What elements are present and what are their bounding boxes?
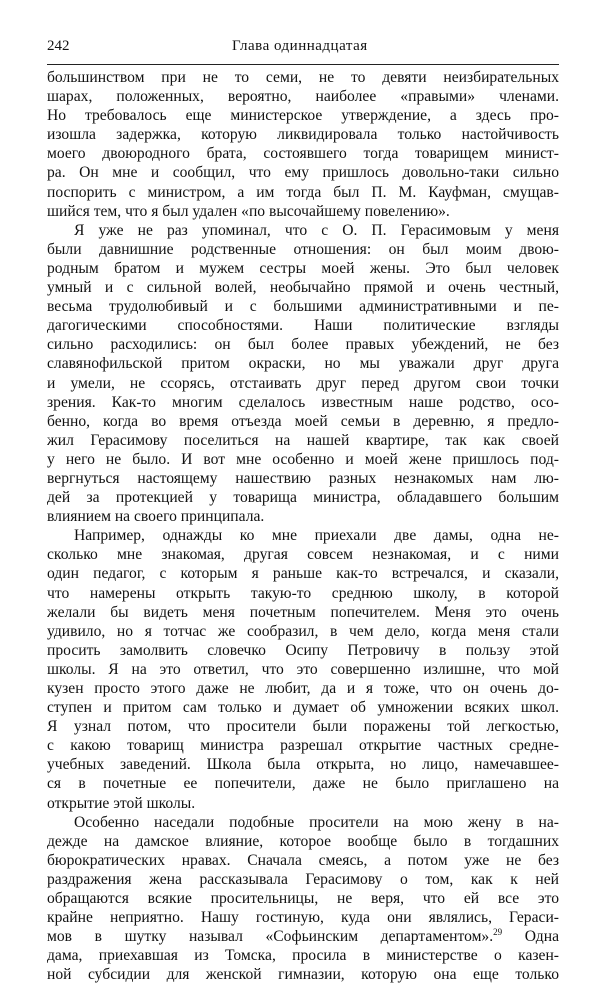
paragraph-4 [47,813,559,985]
text-line: умный и с сильной волей, необычайно прямой и очень честный, [47,279,559,297]
text-line: у него не было. И вот мне особенно и моей жене пришлось под- [47,450,559,468]
page-number: 242 [47,38,70,54]
text-line: Например, однажды ко мне приехали две дамы, одна не- [74,527,559,545]
text-line: поспорить с министром, а им тогда был П. М. Кауфман, смущав- [47,183,559,201]
paragraph-3 [47,526,559,812]
text-line: весьма трудолюбивый и с большими административными и пе- [47,298,559,316]
text-line: славянофильской притом окраски, но мы уважали друг друга [47,355,559,373]
text-line: зрения. Как-то многим сделалось известным наше родство, осо- [47,393,559,411]
footnote-reference[interactable]: 29 [493,927,503,938]
text-line: вергнуться настоящему нашествию разных незнакомых нам лю- [47,469,559,487]
text-line: дей за протекцией у товарища министра, обладавшего большим [47,489,559,507]
text-line: что намерены открыть такую-то среднюю школу, в которой [47,584,559,602]
text-line: кузен просто этого даже не любит, да и я тоже, что он очень до- [47,680,559,697]
text-line: удивило, но я тотчас же сообразил, в чем дело, когда меня стали [47,622,559,640]
text-line: желали бы видеть меня почетным попечителем. Меня это очень [47,603,559,621]
text-line: жил Герасимову поселиться на нашей квартире, так как своей [47,431,559,449]
header-rule [47,64,559,65]
text-line: бенно, когда во время отъезда моей семьи в деревню, я предло- [47,412,559,430]
text-line-tail: Одна [502,928,559,946]
paragraph-2 [47,221,559,527]
text-line-with-footnote [47,927,559,946]
text-line: дагогическими способностями. Наши политические взгляды [47,317,559,335]
text-line: ся в почетные ее попечители, даже не было приглашено на [47,775,559,793]
paragraph-1 [47,68,559,221]
text-line: бюрократических нравах. Сначала смеясь, а потом уже не без [47,851,559,869]
text-line: с какою товарищ министра разрешал открытие частных средне- [47,737,559,755]
text-line: дама, приехавшая из Томска, просила в министерстве о казен- [47,947,559,965]
text-line: были давнишние родственные отношения: он был моим двою- [47,240,559,258]
text-line: Но требовалось еще министерское утверждение, а здесь про- [47,107,559,125]
text-line: ра. Он мне и сообщил, что ему пришлось довольно-таки сильно [47,164,559,182]
text-line: крайне неприятно. Нашу гостиную, куда они являлись, Гераси- [47,909,559,927]
text-line: просить замолвить словечко Осипу Петровичу в пользу этой [47,641,559,659]
text-line-main: мов в шутку называл «Софьинским департаментом». [47,928,494,946]
text-line: большинством при не то семи, не то девяти неизбирательных [47,69,559,86]
text-line: обращаются всякие просительницы, не веря, что ей все это [47,890,559,908]
text-line: Особенно наседали подобные просители на мою жену в на- [74,813,559,831]
text-line: и умели, не ссорясь, отстаивать друг перед другом свои точки [47,374,559,392]
text-line: ной субсидии для женской гимназии, которую она еще только [47,966,559,984]
text-line: школы. Я на это ответил, что это совершенно излишне, что мой [47,660,559,678]
text-line: один педагог, с которым я раньше как-то встречался, и сказали, [47,565,559,583]
page-body [47,68,559,985]
text-line: сколько мне знакомая, другая совсем незнакомая, и с ними [47,546,559,564]
page-header [47,38,559,58]
text-line: влиянием на своего принципала. [47,508,265,526]
text-line: изошла задержка, которую ликвидировала только настойчивость [47,126,559,144]
text-line: учебных заведений. Школа была открыта, но лицо, намечавшее- [47,756,559,774]
text-line: Я уже не раз упоминал, что с О. П. Герасимовым у меня [74,221,559,239]
text-line: ступен и притом сам только и думает об умножении всяких школ. [47,699,559,717]
text-line: раздражения жена рассказывала Герасимову о том, как к ней [47,870,559,888]
text-line: шарах, положенных, вероятно, наиболее «правыми» членами. [47,88,559,106]
text-line: дежде на дамское влияние, которое вообще было в тогдашних [47,832,559,850]
text-line: Я узнал потом, что просители были поражены той легкостью, [47,718,559,736]
text-line: сильно расходились: он был более правых убеждений, не без [47,336,559,354]
text-line: моего двоюродного брата, состоявшего тогда товарищем минист- [47,145,559,163]
text-line: открытие этой школы. [47,794,196,812]
text-line: шийся тем, что я был удален «по высочайшему повелению». [47,202,450,220]
running-title: Глава одиннадцатая [232,38,368,54]
text-line: родным братом и мужем сестры моей жены. Это был человек [47,259,559,277]
